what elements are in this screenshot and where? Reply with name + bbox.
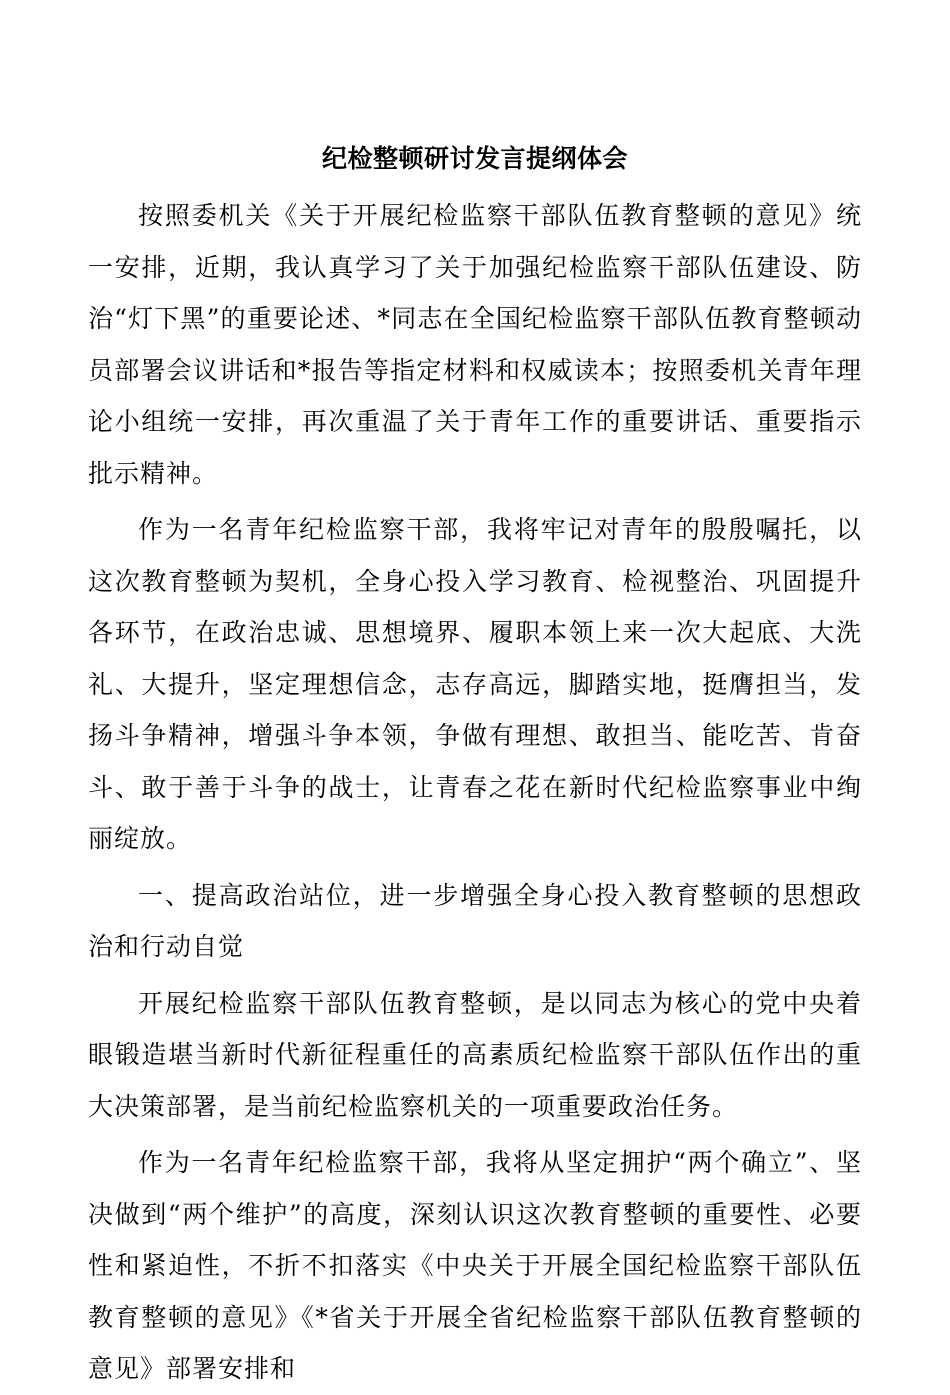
section-heading-1: 一、提高政治站位，进一步增强全身心投入教育整顿的思想政治和行动自觉 [88, 880, 862, 961]
paragraph-intro: 按照委机关《关于开展纪检监察干部队伍教育整顿的意见》统一安排，近期，我认真学习了关于加强纪检监察干部队伍建设、防治“灯下黑”的重要论述、*同志在全国纪检监察干部队伍教育整顿动员部署会议讲话和*报告等指定材料和权威读本；按照委机关青年理论小组统一安排，再次重温了关于青年工作的重要讲话、重要指示批示精神。 [88, 201, 862, 488]
paragraph-commitment: 作为一名青年纪检监察干部，我将牢记对青年的殷殷嘱托，以这次教育整顿为契机，全身心投入学习教育、检视整治、巩固提升各环节，在政治忠诚、思想境界、履职本领上来一次大起底、大洗礼、大提升，坚定理想信念，志存高远，脚踏实地，挺膺担当，发扬斗争精神，增强斗争本领，争做有理想、敢担当、能吃苦、肯奋斗、敢于善于斗争的战士，让青春之花在新时代纪检监察事业中绚丽绽放。 [88, 515, 862, 853]
paragraph-implementation: 作为一名青年纪检监察干部，我将从坚定拥护“两个确立”、坚决做到“两个维护”的高度，深刻认识这次教育整顿的重要性、必要性和紧迫性，不折不扣落实《中央关于开展全国纪检监察干部队伍教育整顿的意见》《*省关于开展全省纪检监察干部队伍教育整顿的意见》部署安排和 [88, 1148, 862, 1383]
paragraph-background: 开展纪检监察干部队伍教育整顿，是以同志为核心的党中央着眼锻造堪当新时代新征程重任的高素质纪检监察干部队伍作出的重大决策部署，是当前纪检监察机关的一项重要政治任务。 [88, 988, 862, 1121]
document-title: 纪检整顿研讨发言提纲体会 [321, 144, 628, 173]
